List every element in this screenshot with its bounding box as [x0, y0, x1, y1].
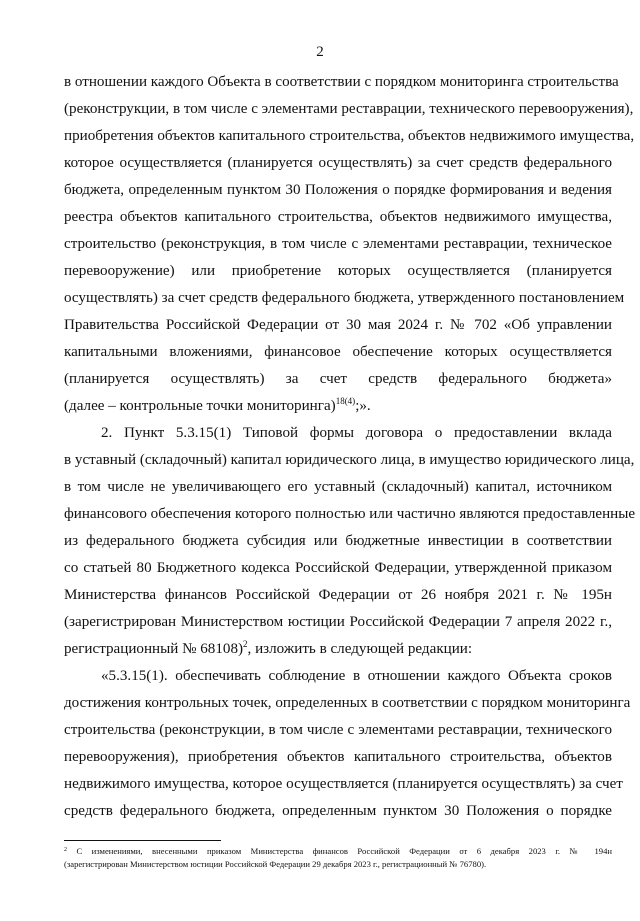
- body-line-text: ;».: [355, 398, 371, 414]
- body-line: перевооружения), приобретения объектов капитального строительства, объектов: [64, 749, 612, 765]
- body-line: [64, 396, 612, 416]
- body-line: из федерального бюджета субсидия или бюджетные инвестиции в соответствии: [64, 533, 612, 549]
- body-line: в отношении каждого Объекта в соответствии с порядком мониторинга строительства: [64, 74, 619, 90]
- body-line: Правительства Российской Федерации от 30 мая 2024 г. № 702 «Об управлении: [64, 317, 612, 333]
- body-line: реестра объектов капитального строительства, объектов недвижимого имущества,: [64, 209, 612, 225]
- footnote-reference: 2: [243, 639, 248, 649]
- footnote-reference: 18(4): [335, 396, 356, 406]
- paragraph-start-line: «5.3.15(1). обеспечивать соблюдение в отношении каждого Объекта сроков: [101, 668, 612, 684]
- footnote-line: [64, 845, 612, 857]
- body-line-text: (далее – контрольные точки мониторинга): [64, 398, 336, 414]
- footnote-mark: 2: [64, 847, 67, 853]
- body-line: бюджета, определенным пунктом 30 Положения о порядке формирования и ведения: [64, 182, 612, 198]
- footnote-separator: [64, 840, 221, 841]
- paragraph-start-line: 2. Пункт 5.3.15(1) Типовой формы договора о предоставлении вклада: [101, 425, 612, 441]
- body-line: Министерства финансов Российской Федерации от 26 ноября 2021 г. № 195н: [64, 587, 612, 603]
- body-line: которое осуществляется (планируется осуществлять) за счет средств федерального: [64, 155, 612, 171]
- body-line: [64, 639, 612, 659]
- body-line: недвижимого имущества, которое осуществляется (планируется осуществлять) за счет: [64, 776, 623, 792]
- body-line: капитальными вложениями, финансовое обеспечение которых осуществляется: [64, 344, 612, 360]
- body-line: со статьей 80 Бюджетного кодекса Российской Федерации, утвержденной приказом: [64, 560, 612, 576]
- body-line: перевооружение) или приобретение которых осуществляется (планируется: [64, 263, 612, 279]
- footnote-text: С изменениями, внесенными приказом Министерства финансов Российской Федерации от 6 декабря 2023 г. № 194н: [67, 846, 612, 856]
- body-line-text: регистрационный № 68108): [64, 641, 244, 657]
- body-line: в уставный (складочный) капитал юридического лица, в имущество юридического лица,: [64, 452, 635, 468]
- body-line: финансового обеспечения которого полностью или частично являются предоставленные: [64, 506, 636, 522]
- body-line: осуществлять) за счет средств федерального бюджета, утвержденного постановлением: [64, 290, 625, 306]
- body-line: средств федерального бюджета, определенным пунктом 30 Положения о порядке: [64, 803, 612, 819]
- body-line: приобретения объектов капитального строительства, объектов недвижимого имущества,: [64, 128, 635, 144]
- body-line: строительство (реконструкция, в том числе с элементами реставрации, техническое: [64, 236, 612, 252]
- body-line: (реконструкции, в том числе с элементами реставрации, технического перевооружения),: [64, 101, 634, 117]
- body-line: (планируется осуществлять) за счет средств федерального бюджета»: [64, 371, 612, 387]
- body-line-text: , изложить в следующей редакции:: [247, 641, 473, 657]
- body-line: в том числе не увеличивающего его уставный (складочный) капитал, источником: [64, 479, 612, 495]
- page-number: 2: [316, 44, 324, 60]
- body-line: достижения контрольных точек, определенных в соответствии с порядком мониторинга: [64, 695, 631, 711]
- body-line: (зарегистрирован Министерством юстиции Российской Федерации 7 апреля 2022 г.,: [64, 614, 612, 630]
- body-line: строительства (реконструкции, в том числе с элементами реставрации, технического: [64, 722, 612, 738]
- footnote-line: (зарегистрирован Министерством юстиции Российской Федерации 29 декабря 2023 г., регистрационный № 76780).: [64, 859, 487, 869]
